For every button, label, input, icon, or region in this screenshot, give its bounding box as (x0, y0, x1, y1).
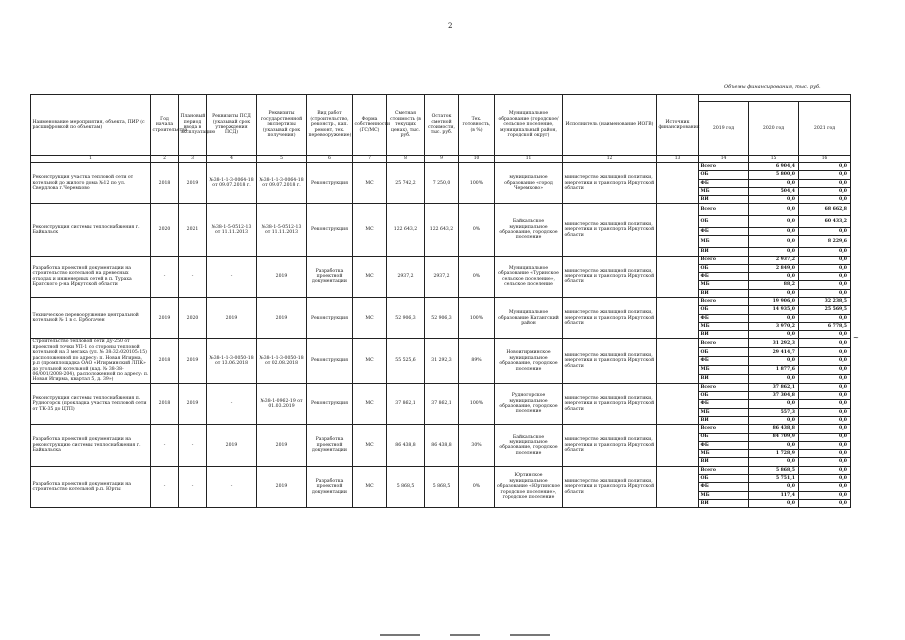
municipality: Новоигирминское муниципальное образование, городское поселение (495, 339, 563, 383)
amount-2019: 88,2 (749, 281, 799, 289)
work-kind: Реконструкция (307, 163, 353, 204)
footer-scan-lines (380, 632, 550, 638)
readiness: 0% (459, 204, 495, 256)
amount-2020: 32 238,5 (799, 298, 851, 306)
start-year: - (151, 466, 179, 507)
funding-source: ВИ (699, 458, 749, 466)
project-name: Разработка проектной документации на реконструкцию системы теплоснабжения г. Байкальска (31, 425, 151, 466)
amount-2020: 0,0 (799, 400, 851, 408)
table-row (31, 466, 851, 474)
amount-2019: 0,0 (749, 228, 799, 236)
header-executor: Исполнитель (наименование ИОГВ) (563, 95, 657, 156)
source-blank (657, 425, 699, 466)
ownership: МС (353, 256, 387, 297)
amount-2019: 2 937,2 (749, 256, 799, 264)
project-name: Реконструкция системы теплоснабжения п. Рудногорск (прокладка участка тепловой сети от ТК-35 до ЦТП) (31, 383, 151, 424)
funding-source: МБ (699, 322, 749, 330)
amount-2019: 0,0 (749, 400, 799, 408)
funding-source: Всего (699, 163, 749, 171)
funding-source: ВИ (699, 289, 749, 297)
amount-2020: 0,0 (799, 187, 851, 195)
municipality: Муниципальное образование «Туринское сельское поселение», сельское поселение (495, 256, 563, 297)
header-2019: 2019 год (699, 102, 749, 156)
amount-2019: 14 935,0 (749, 306, 799, 314)
work-kind: Разработка проектной документации (307, 466, 353, 507)
amount-2019: 3 970,2 (749, 322, 799, 330)
amount-2020: 8 229,6 (799, 236, 851, 248)
ownership: МС (353, 466, 387, 507)
table-row (31, 163, 851, 171)
column-number: 16 (799, 156, 851, 163)
amount-2020: 0,0 (799, 348, 851, 357)
expertise-details: 2019 (257, 298, 307, 339)
header-psd: Реквизиты ПСД (указывай срок утверждения ПСД) (207, 95, 257, 156)
funding-source: ОБ (699, 216, 749, 228)
funding-source: Всего (699, 466, 749, 474)
amount-2019: 84 709,9 (749, 433, 799, 441)
amount-2020: 0,0 (799, 228, 851, 236)
remaining-cost: 2937,2 (425, 256, 459, 297)
funding-source: ФБ (699, 179, 749, 187)
column-number: 12 (563, 156, 657, 163)
amount-2019: 29 414,7 (749, 348, 799, 357)
column-number: 1 (31, 156, 151, 163)
amount-2020: 0,0 (799, 331, 851, 339)
amount-2019: 0,0 (749, 416, 799, 424)
column-number: 4 (207, 156, 257, 163)
work-kind: Разработка проектной документации (307, 256, 353, 297)
start-year: - (151, 256, 179, 297)
amount-2019: 0,0 (749, 289, 799, 297)
amount-2019: 5 751,1 (749, 475, 799, 483)
source-blank (657, 256, 699, 297)
header-ownership: Форма собственности (ГС/МС) (353, 95, 387, 156)
expertise-details: №38-1-1-3-0064-18 от 09.07.2018 г. (257, 163, 307, 204)
amount-2019: 5 800,0 (749, 171, 799, 179)
executor: министерство жилищной политики, энергетики и транспорта Иркутской области (563, 339, 657, 383)
header-2020: 2020 год (749, 102, 799, 156)
readiness: 100% (459, 383, 495, 424)
source-blank (657, 383, 699, 424)
amount-2019: 0,0 (749, 331, 799, 339)
amount-2019: 2 849,0 (749, 264, 799, 272)
remaining-cost: 7 250,0 (425, 163, 459, 204)
funding-source: Всего (699, 339, 749, 348)
estimated-cost: 52 906,3 (387, 298, 425, 339)
amount-2020: 0,0 (799, 366, 851, 375)
executor: министерство жилищной политики, энергетики и транспорта Иркутской области (563, 466, 657, 507)
funding-source: ОБ (699, 306, 749, 314)
amount-2019: 0,0 (749, 458, 799, 466)
remaining-cost: 31 292,3 (425, 339, 459, 383)
column-number: 6 (307, 156, 353, 163)
project-name: Реконструкция системы теплоснабжения г. Байкальск (31, 204, 151, 256)
expertise-details: №38-1-0962-19 от 01.03.2019 (257, 383, 307, 424)
amount-2020: 0,0 (799, 339, 851, 348)
funding-source: ВИ (699, 499, 749, 507)
expertise-details: №38-1-5-0512-13 от 11.11.2013 (257, 204, 307, 256)
estimated-cost: 37 862,1 (387, 383, 425, 424)
amount-2020: 0,0 (799, 433, 851, 441)
funding-source: ВИ (699, 196, 749, 204)
funding-source: ВИ (699, 416, 749, 424)
funding-source: ОБ (699, 433, 749, 441)
funding-source: МБ (699, 366, 749, 375)
psd-details: 2019 (207, 298, 257, 339)
funding-source: ВИ (699, 374, 749, 383)
estimated-cost: 2937,2 (387, 256, 425, 297)
amount-2020: 0,0 (799, 392, 851, 400)
work-kind: Реконструкция (307, 383, 353, 424)
ownership: МС (353, 383, 387, 424)
header-name: Наименование мероприятия, объекта, ПИР (с расшифровкой по объектам) (31, 95, 151, 156)
amount-2019: 0,0 (749, 248, 799, 256)
header-plan-period: Плановый период ввода в эксплуатацию (179, 95, 207, 156)
header-source: Источник финансирования (657, 95, 699, 156)
funding-source: ФБ (699, 483, 749, 491)
estimated-cost: 5 868,5 (387, 466, 425, 507)
amount-2020: 0,0 (799, 458, 851, 466)
table-row (31, 339, 851, 348)
start-year: 2020 (151, 204, 179, 256)
start-year: 2018 (151, 383, 179, 424)
column-number-row (31, 156, 851, 163)
header-funding-group (699, 95, 851, 102)
margin-mark: ~ (853, 334, 859, 342)
executor: министерство жилищной политики, энергетики и транспорта Иркутской области (563, 383, 657, 424)
funding-source: Всего (699, 256, 749, 264)
amount-2019: 0,0 (749, 314, 799, 322)
plan-year: 2019 (179, 163, 207, 204)
table-row (31, 256, 851, 264)
column-number: 2 (151, 156, 179, 163)
funding-source: ФБ (699, 400, 749, 408)
amount-2019: 0,0 (749, 499, 799, 507)
funding-source: ФБ (699, 441, 749, 449)
source-blank (657, 339, 699, 383)
work-kind: Реконструкция (307, 339, 353, 383)
psd-details: - (207, 466, 257, 507)
amount-2019: 0,0 (749, 196, 799, 204)
amount-2019: 504,4 (749, 187, 799, 195)
amount-2020: 0,0 (799, 179, 851, 187)
page-number: 2 (448, 22, 453, 30)
column-number: 5 (257, 156, 307, 163)
header-readiness: Тех. готовность, (в %) (459, 95, 495, 156)
funding-source: МБ (699, 187, 749, 195)
amount-2019: 0,0 (749, 273, 799, 281)
funding-source: МБ (699, 236, 749, 248)
amount-2019: 0,0 (749, 357, 799, 366)
amount-2020: 0,0 (799, 408, 851, 416)
readiness: 30% (459, 425, 495, 466)
funding-source: МБ (699, 281, 749, 289)
amount-2020: 0,0 (799, 450, 851, 458)
estimated-cost: 122 643,2 (387, 204, 425, 256)
amount-2019: 6 904,4 (749, 163, 799, 171)
start-year: 2018 (151, 339, 179, 383)
column-number: 13 (657, 156, 699, 163)
ownership: МС (353, 339, 387, 383)
plan-year: - (179, 256, 207, 297)
readiness: 0% (459, 256, 495, 297)
executor: министерство жилищной политики, энергетики и транспорта Иркутской области (563, 425, 657, 466)
amount-2019: 0,0 (749, 236, 799, 248)
remaining-cost: 37 862,1 (425, 383, 459, 424)
amount-2020: 0,0 (799, 171, 851, 179)
psd-details: №38-1-1-3-0064-18 от 09.07.2018 г. (207, 163, 257, 204)
psd-details: №38-1-5-0512-13 от 11.11.2013 (207, 204, 257, 256)
executor: министерство жилищной политики, энергетики и транспорта Иркутской области (563, 163, 657, 204)
remaining-cost: 52 906,3 (425, 298, 459, 339)
project-name: Разработка проектной документации на строительство котельной р.п. Юрты (31, 466, 151, 507)
funding-source: ОБ (699, 475, 749, 483)
ownership: МС (353, 425, 387, 466)
column-number: 11 (495, 156, 563, 163)
amount-2020: 0,0 (799, 196, 851, 204)
plan-year: 2019 (179, 383, 207, 424)
plan-year: 2021 (179, 204, 207, 256)
amount-2019: 31 292,3 (749, 339, 799, 348)
header-cost: Сметная стоимость (в текущих ценах), тыс. руб. (387, 95, 425, 156)
funding-source: Всего (699, 204, 749, 216)
amount-2019: 0,0 (749, 179, 799, 187)
readiness: 0% (459, 466, 495, 507)
amount-2020: 0,0 (799, 466, 851, 474)
amount-2020: 0,0 (799, 163, 851, 171)
remaining-cost: 86 438,8 (425, 425, 459, 466)
header-start-year: Год начала строительства (151, 95, 179, 156)
amount-2020: 0,0 (799, 425, 851, 433)
column-number: 8 (387, 156, 425, 163)
plan-year: - (179, 425, 207, 466)
financing-table (30, 94, 851, 508)
amount-2019: 0,0 (749, 204, 799, 216)
amount-2020: 0,0 (799, 256, 851, 264)
amount-2019: 0,0 (749, 441, 799, 449)
header-municipality: Муниципальное образование (городское/сельское поселение, муниципальный район, городской округ) (495, 95, 563, 156)
column-number: 7 (353, 156, 387, 163)
funding-source: ФБ (699, 273, 749, 281)
remaining-cost: 5 868,5 (425, 466, 459, 507)
expertise-details: 2019 (257, 425, 307, 466)
work-kind: Реконструкция (307, 204, 353, 256)
amount-2020: 0,0 (799, 289, 851, 297)
municipality: Байкальское муниципальное образование, городское поселение (495, 204, 563, 256)
amount-2019: 1 728,9 (749, 450, 799, 458)
source-blank (657, 163, 699, 204)
column-number: 3 (179, 156, 207, 163)
project-name: Реконструкция участка тепловой сети от котельной до жилого дома №12 по ул. Свердлова г.Черемхово (31, 163, 151, 204)
amount-2019: 5 868,5 (749, 466, 799, 474)
amount-2020: 0,0 (799, 416, 851, 424)
amount-2019: 1 877,6 (749, 366, 799, 375)
estimated-cost: 55 525,6 (387, 339, 425, 383)
funding-source: МБ (699, 408, 749, 416)
municipality: Рудногорское муниципальное образование, городское поселение (495, 383, 563, 424)
work-kind: Реконструкция (307, 298, 353, 339)
funding-source: Всего (699, 298, 749, 306)
executor: министерство жилищной политики, энергетики и транспорта Иркутской области (563, 204, 657, 256)
executor: министерство жилищной политики, энергетики и транспорта Иркутской области (563, 298, 657, 339)
amount-2019: 117,4 (749, 491, 799, 499)
amount-2019: 0,0 (749, 374, 799, 383)
ownership: МС (353, 204, 387, 256)
municipality: Муниципальное образование Катангский район (495, 298, 563, 339)
psd-details: №38-1-1-3-0050-18 от 13.06.2018 (207, 339, 257, 383)
amount-2020: 68 662,8 (799, 204, 851, 216)
funding-source: ВИ (699, 248, 749, 256)
estimated-cost: 86 438,8 (387, 425, 425, 466)
header-work-kind: Вид работ (строительство, реконстр., кап. ремонт, тех. перевооружение) (307, 95, 353, 156)
funding-source: МБ (699, 491, 749, 499)
amount-2019: 37 304,8 (749, 392, 799, 400)
municipality: Байкальское муниципальное образование, городское поселение (495, 425, 563, 466)
executor: министерство жилищной политики, энергетики и транспорта Иркутской области (563, 256, 657, 297)
psd-details: 2019 (207, 425, 257, 466)
funding-source: ОБ (699, 171, 749, 179)
amount-2019: 0,0 (749, 216, 799, 228)
table-row (31, 298, 851, 306)
start-year: - (151, 425, 179, 466)
start-year: 2019 (151, 298, 179, 339)
work-kind: Разработка проектной документации (307, 425, 353, 466)
estimated-cost: 25 742,2 (387, 163, 425, 204)
table-row (31, 204, 851, 216)
plan-year: 2020 (179, 298, 207, 339)
funding-source: ФБ (699, 314, 749, 322)
amount-2020: 60 433,2 (799, 216, 851, 228)
remaining-cost: 122 643,2 (425, 204, 459, 256)
amount-2019: 86 438,8 (749, 425, 799, 433)
funding-source: ФБ (699, 228, 749, 236)
expertise-details: 2019 (257, 466, 307, 507)
amount-2020: 0,0 (799, 383, 851, 391)
psd-details: - (207, 256, 257, 297)
amount-2020: 0,0 (799, 357, 851, 366)
funding-source: ВИ (699, 331, 749, 339)
ownership: МС (353, 298, 387, 339)
amount-2019: 0,0 (749, 483, 799, 491)
amount-2020: 0,0 (799, 281, 851, 289)
amount-2019: 19 906,0 (749, 298, 799, 306)
funding-source: ОБ (699, 264, 749, 272)
amount-2019: 557,3 (749, 408, 799, 416)
table-row (31, 425, 851, 433)
header-remaining: Остаток сметной стоимости, тыс. руб. (425, 95, 459, 156)
amount-2020: 0,0 (799, 499, 851, 507)
plan-year: - (179, 466, 207, 507)
funding-source: Всего (699, 425, 749, 433)
source-blank (657, 204, 699, 256)
header-row (31, 95, 851, 102)
readiness: 100% (459, 298, 495, 339)
readiness: 89% (459, 339, 495, 383)
amount-2020: 0,0 (799, 441, 851, 449)
header-expertise: Реквизиты государственной экспертизы (указывай срок получения) (257, 95, 307, 156)
amount-2020: 0,0 (799, 374, 851, 383)
expertise-details: №38-1-1-3-0050-18 от 02.08.2018 (257, 339, 307, 383)
amount-2020: 0,0 (799, 491, 851, 499)
expertise-details: 2019 (257, 256, 307, 297)
project-name: Разработка проектной документации на строительство котельной на древесных отходах и инженерных сетей в п. Тураха Братского р-на Иркутской области (31, 256, 151, 297)
table-caption: Объемы финансирования, тыс. руб. (724, 84, 821, 90)
funding-source: Всего (699, 383, 749, 391)
amount-2020: 0,0 (799, 475, 851, 483)
funding-source: МБ (699, 450, 749, 458)
amount-2020: 0,0 (799, 314, 851, 322)
start-year: 2018 (151, 163, 179, 204)
column-number: 10 (459, 156, 495, 163)
psd-details: - (207, 383, 257, 424)
municipality: муниципальное образование «город Черемхово» (495, 163, 563, 204)
funding-source: ФБ (699, 357, 749, 366)
project-name: Техническое перевооружение центральной котельной № 1 в с. Ербогачен (31, 298, 151, 339)
source-blank (657, 466, 699, 507)
table-row (31, 383, 851, 391)
project-name: Строительство тепловой сети Ду-250 от проектной точки УП-1 со стороны тепловой котельной на 3 мегака (ул. № 38:32:020105:15) расположенной по адресу: п. Новая Игирма, р.п (промплощадка ОАО «Игирминский ЛПК» до угольной котельной (кад. № 38-38-06/001/2008-204), расположенной по адресу: п. Новая Игирма, квартал 5, д. 39») (31, 339, 151, 383)
amount-2020: 0,0 (799, 248, 851, 256)
amount-2020: 0,0 (799, 273, 851, 281)
amount-2019: 37 862,1 (749, 383, 799, 391)
column-number: 15 (749, 156, 799, 163)
ownership: МС (353, 163, 387, 204)
amount-2020: 0,0 (799, 264, 851, 272)
source-blank (657, 298, 699, 339)
readiness: 100% (459, 163, 495, 204)
amount-2020: 6 778,5 (799, 322, 851, 330)
header-2021: 2021 год (799, 102, 851, 156)
plan-year: 2019 (179, 339, 207, 383)
column-number: 14 (699, 156, 749, 163)
funding-source: ОБ (699, 348, 749, 357)
municipality: Юртинское муниципальное образование «Юртинское городское поселение», городское поселение (495, 466, 563, 507)
amount-2020: 25 569,5 (799, 306, 851, 314)
column-number: 9 (425, 156, 459, 163)
funding-source: ОБ (699, 392, 749, 400)
amount-2020: 0,0 (799, 483, 851, 491)
